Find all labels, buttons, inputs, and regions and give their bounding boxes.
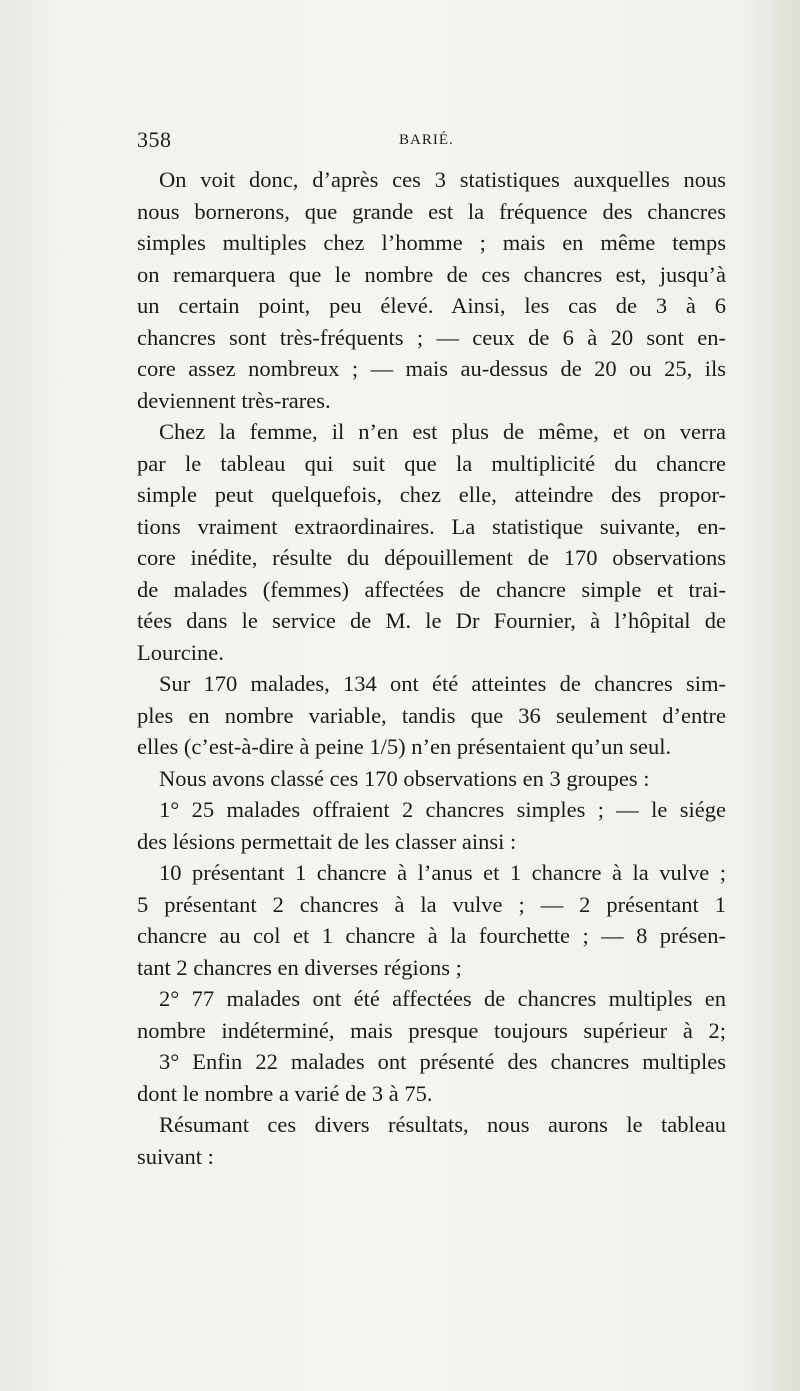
paragraph	[137, 416, 726, 668]
text-line: nous bornerons, que grande est la fréquence des chancres	[137, 198, 726, 224]
text-line: nombre indéterminé, mais presque toujours supérieur à 2;	[137, 1017, 726, 1043]
text-line: par le tableau qui suit que la multiplicité du chancre	[137, 450, 726, 476]
text-line: Lourcine.	[137, 639, 224, 665]
page-number: 358	[137, 127, 172, 152]
running-head	[137, 127, 726, 157]
paragraph	[137, 164, 726, 416]
text-line: core inédite, résulte du dépouillement de 170 observations	[137, 545, 726, 570]
paragraph	[137, 1046, 726, 1109]
text-line: On voit donc, d’après ces 3 statistiques auxquelles nous	[159, 167, 726, 192]
text-line: elles (c’est-à-dire à peine 1/5) n’en présentaient qu’un seul.	[137, 734, 672, 759]
text-line: tions vraiment extraordinaires. La statistique suivante, en-	[137, 513, 726, 539]
text-line: chancre au col et 1 chancre à la fourchette ; — 8 présen-	[137, 923, 726, 948]
text-line: Nous avons classé ces 170 observations en 3 groupes :	[159, 765, 650, 791]
text-line: simple peut quelquefois, chez elle, atteindre des propor-	[137, 482, 726, 507]
text-line: un certain point, peu élevé. Ainsi, les cas de 3 à 6	[137, 293, 726, 318]
text-line: dont le nombre a varié de 3 à 75.	[137, 1080, 433, 1106]
text-line: 2° 77 malades ont été affectées de chancres multiples en	[159, 986, 726, 1011]
text-line: chancres sont très-fréquents ; — ceux de 6 à 20 sont en-	[137, 324, 726, 350]
paragraph	[137, 1109, 726, 1172]
text-line: 5 présentant 2 chancres à la vulve ; — 2 présentant 1	[137, 891, 726, 917]
text-line: tées dans le service de M. le Dr Fournier, à l’hôpital de	[137, 608, 726, 633]
text-line: Chez la femme, il n’en est plus de même, et on verra	[159, 419, 726, 444]
page-edge-shadow	[750, 0, 800, 1391]
text-line: 10 présentant 1 chancre à l’anus et 1 chancre à la vulve ;	[159, 860, 726, 885]
running-title: BARIÉ.	[399, 132, 454, 148]
text-line: 3° Enfin 22 malades ont présenté des chancres multiples	[159, 1049, 726, 1074]
text-line: 1° 25 malades offraient 2 chancres simples ; — le siége	[159, 797, 726, 822]
text-line: suivant :	[137, 1143, 214, 1169]
paragraph	[137, 857, 726, 983]
text-line: on remarquera que le nombre de ces chancres est, jusqu’à	[137, 261, 726, 287]
text-line: tant 2 chancres en diverses régions ;	[137, 954, 462, 980]
text-line: des lésions permettait de les classer ainsi :	[137, 828, 517, 854]
paragraph	[137, 763, 726, 795]
paragraph	[137, 794, 726, 857]
paragraph	[137, 668, 726, 763]
paragraph	[137, 983, 726, 1046]
text-line: Sur 170 malades, 134 ont été atteintes de chancres sim-	[159, 671, 726, 696]
text-line: simples multiples chez l’homme ; mais en même temps	[137, 230, 726, 255]
text-line: Résumant ces divers résultats, nous aurons le tableau	[159, 1112, 726, 1137]
text-line: de malades (femmes) affectées de chancre simple et trai-	[137, 576, 726, 602]
body-text	[137, 164, 726, 1172]
text-line: deviennent très-rares.	[137, 387, 331, 413]
text-line: ples en nombre variable, tandis que 36 seulement d’entre	[137, 702, 726, 728]
text-line: core assez nombreux ; — mais au-dessus de 20 ou 25, ils	[137, 356, 726, 381]
